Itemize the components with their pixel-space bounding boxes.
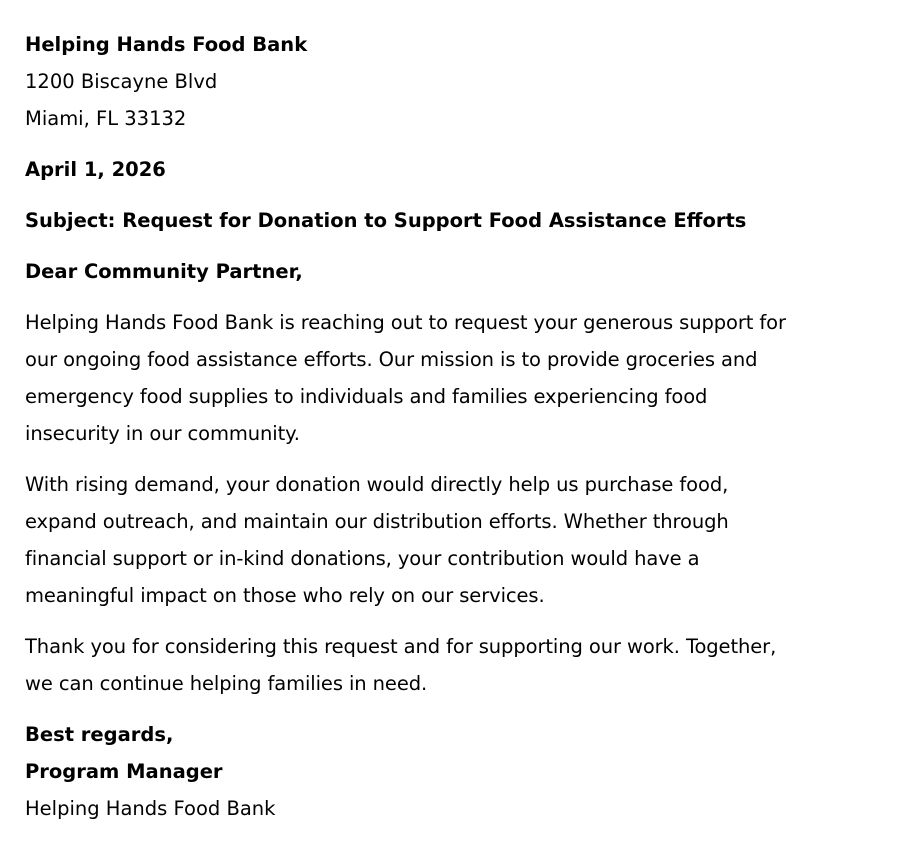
closing-block <box>25 716 885 827</box>
sender-block <box>25 26 885 137</box>
body-paragraph-3-line-2: we can continue helping families in need. <box>25 672 428 695</box>
date-block <box>25 151 885 188</box>
body-paragraph-2-line-3: financial support or in-kind donations, your contribution would have a <box>25 547 700 570</box>
letter <box>25 26 885 827</box>
body-paragraph-2-line-2: expand outreach, and maintain our distribution efforts. Whether through <box>25 510 729 533</box>
body-paragraph-2-line-1: With rising demand, your donation would directly help us purchase food, <box>25 473 729 496</box>
sender-address-line2: Miami, FL 33132 <box>25 107 187 130</box>
body-paragraph-1 <box>25 304 885 452</box>
closing-sign-off: Best regards, <box>25 723 174 746</box>
body-paragraph-3 <box>25 628 885 702</box>
body-paragraph-2 <box>25 466 885 614</box>
closing-title: Program Manager <box>25 760 223 783</box>
letter-subject: Subject: Request for Donation to Support Food Assistance Efforts <box>25 209 747 232</box>
salutation-block <box>25 253 885 290</box>
body-paragraph-1-line-1: Helping Hands Food Bank is reaching out to request your generous support for <box>25 311 786 334</box>
subject-block <box>25 202 885 239</box>
sender-name: Helping Hands Food Bank <box>25 33 308 56</box>
body-paragraph-2-line-4: meaningful impact on those who rely on our services. <box>25 584 545 607</box>
body-paragraph-1-line-3: emergency food supplies to individuals and families experiencing food <box>25 385 708 408</box>
body-paragraph-3-line-1: Thank you for considering this request and for supporting our work. Together, <box>25 635 777 658</box>
letter-date: April 1, 2026 <box>25 158 166 181</box>
closing-organization: Helping Hands Food Bank <box>25 797 276 820</box>
body-paragraph-1-line-2: our ongoing food assistance efforts. Our mission is to provide groceries and <box>25 348 758 371</box>
sender-address-line1: 1200 Biscayne Blvd <box>25 70 218 93</box>
body-paragraph-1-line-4: insecurity in our community. <box>25 422 300 445</box>
salutation: Dear Community Partner, <box>25 260 303 283</box>
